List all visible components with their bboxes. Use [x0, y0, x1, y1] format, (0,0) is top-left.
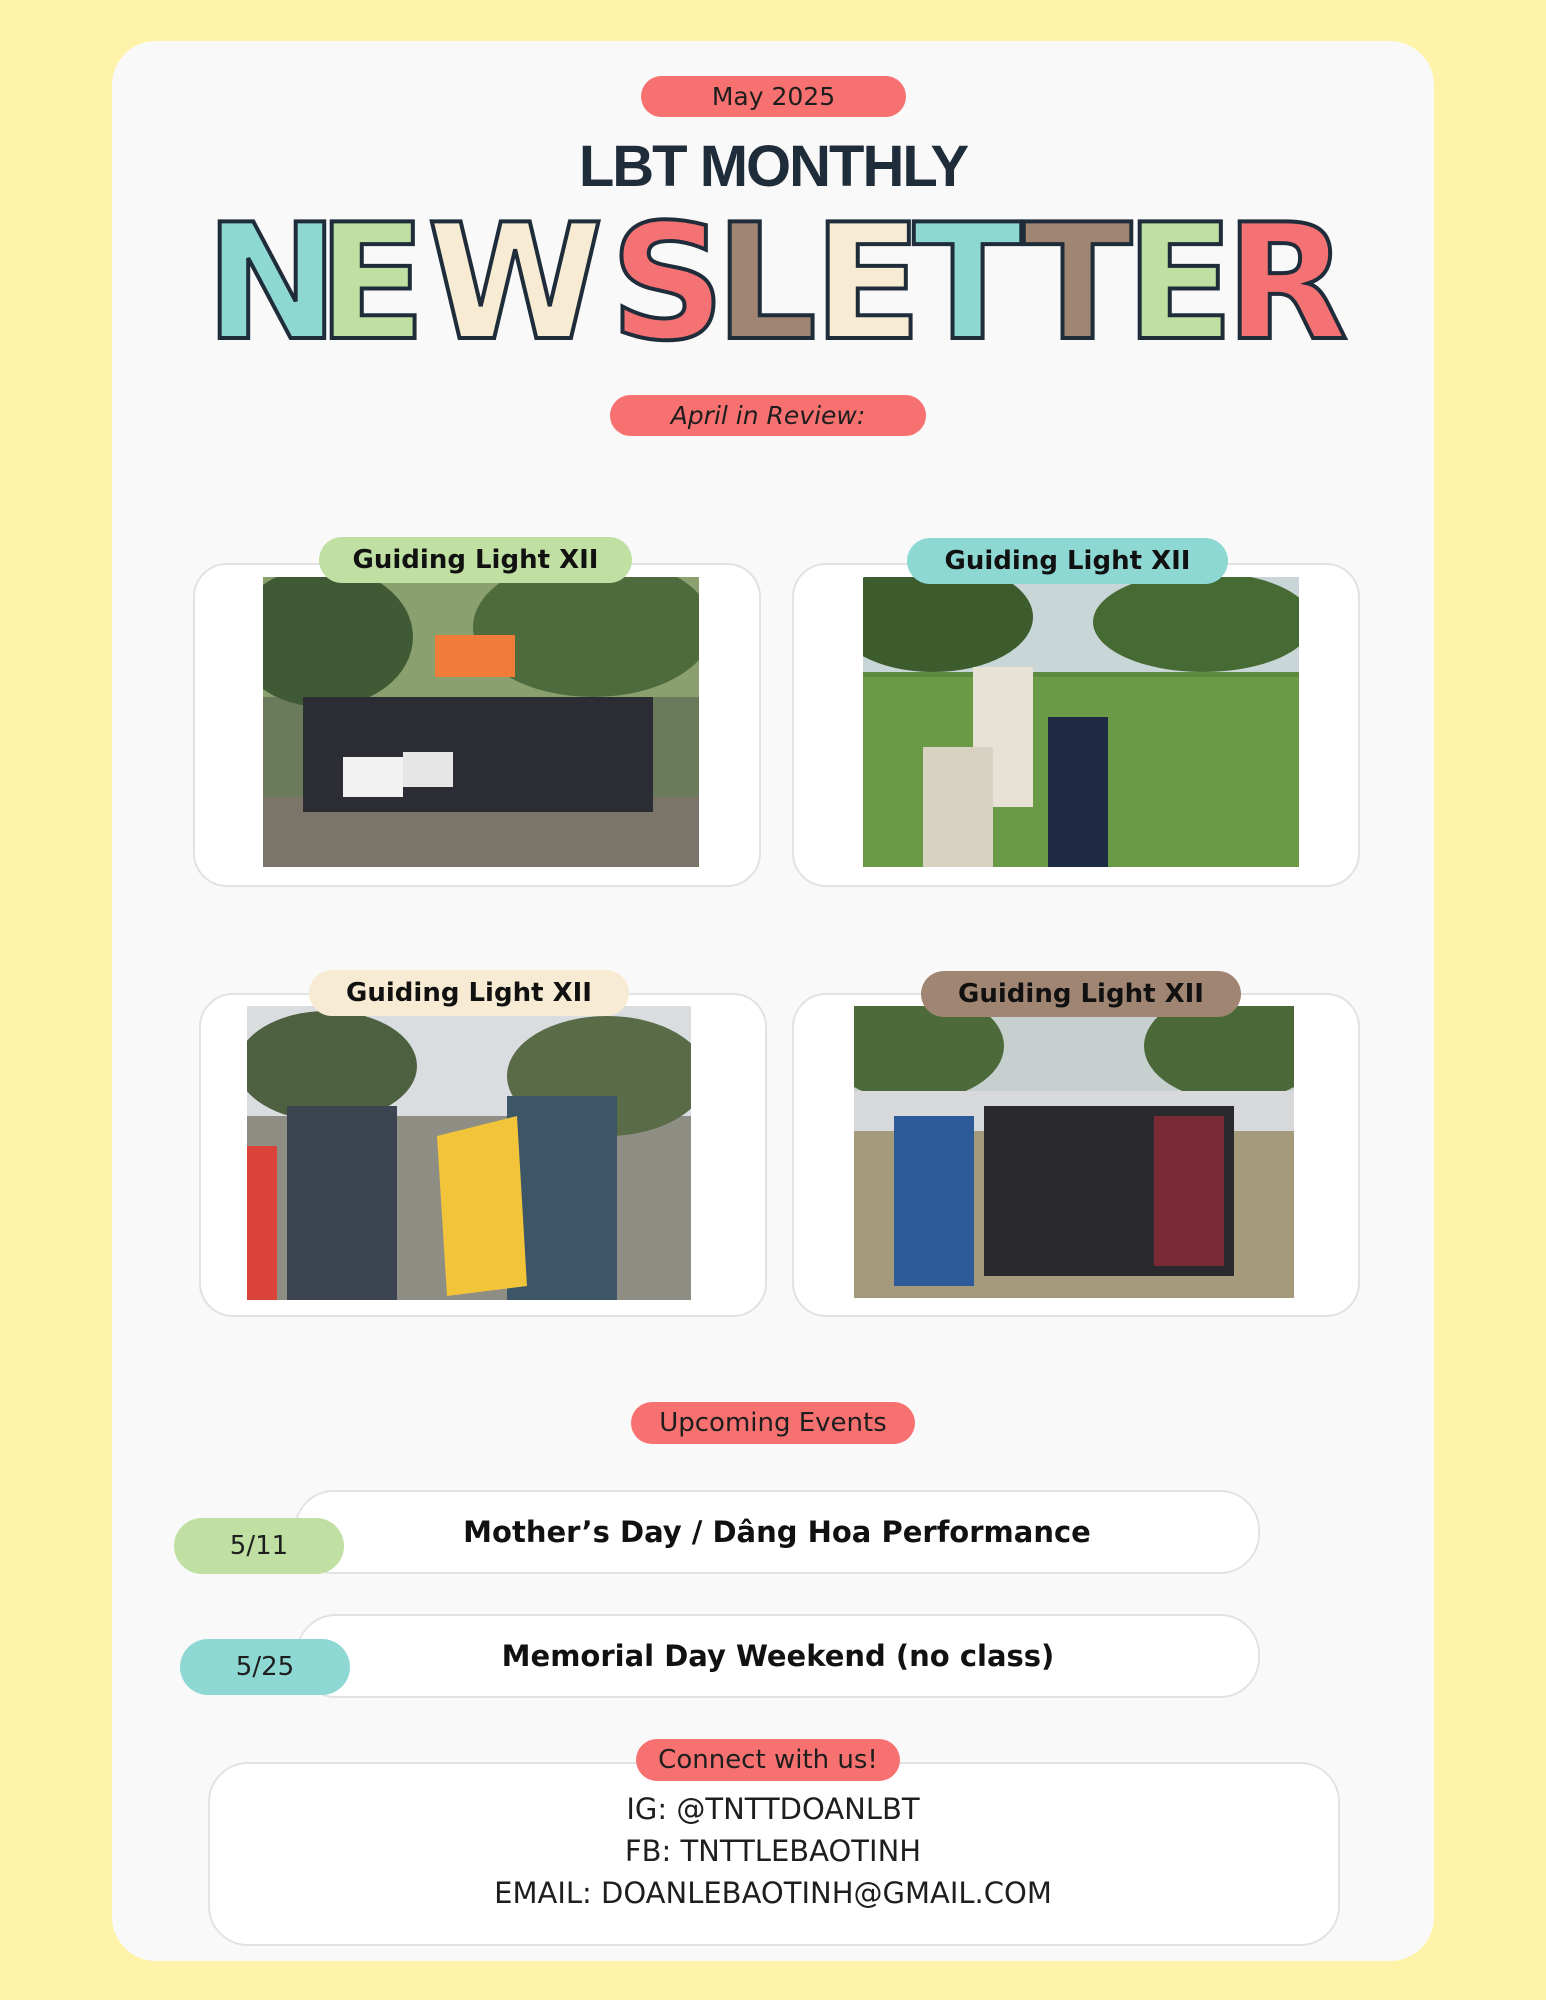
masthead-title [205, 189, 1349, 376]
event-1-date: 5/11 [174, 1518, 344, 1574]
facebook-handle: FB: TNTTLEBAOTINH [624, 1834, 922, 1868]
instagram-handle: IG: @TNTTDOANLBT [626, 1792, 920, 1826]
masthead-letter-5: L [715, 189, 817, 376]
masthead-letter-6: E [813, 189, 923, 376]
masthead-letter-8: T [1023, 189, 1133, 376]
connect-label: Connect with us! [636, 1739, 900, 1781]
april-review-label: April in Review: [610, 395, 926, 436]
event-row-1 [294, 1490, 1260, 1574]
photo-4-image [854, 1006, 1294, 1298]
upcoming-events-label: Upcoming Events [631, 1402, 915, 1444]
event-2-title: Memorial Day Weekend (no class) [501, 1639, 1055, 1673]
masthead-letter-3: W [427, 189, 604, 376]
issue-date-badge: May 2025 [641, 76, 906, 117]
masthead-letter-9: E [1125, 189, 1235, 376]
photo-3-tag: Guiding Light XII [309, 970, 629, 1016]
email-address: EMAIL: DOANLEBAOTINH@GMAIL.COM [494, 1876, 1052, 1910]
event-1-title: Mother’s Day / Dâng Hoa Performance [463, 1515, 1091, 1549]
masthead-letter-10: R [1225, 189, 1349, 376]
photo-3-image [247, 1006, 691, 1300]
photo-1-tag: Guiding Light XII [319, 537, 632, 583]
masthead-letter-1: N [205, 189, 339, 376]
photo-4-tag: Guiding Light XII [921, 971, 1241, 1017]
photo-2-tag: Guiding Light XII [907, 538, 1228, 584]
event-row-2 [296, 1614, 1260, 1698]
masthead-letter-2: E [317, 189, 427, 376]
masthead-letter-7: T [913, 189, 1023, 376]
masthead-subtitle: LBT MONTHLY [578, 134, 968, 199]
photo-1-image [263, 577, 699, 867]
photo-2-image [863, 577, 1299, 867]
masthead-letter-4: S [610, 189, 726, 376]
event-2-date: 5/25 [180, 1639, 350, 1695]
